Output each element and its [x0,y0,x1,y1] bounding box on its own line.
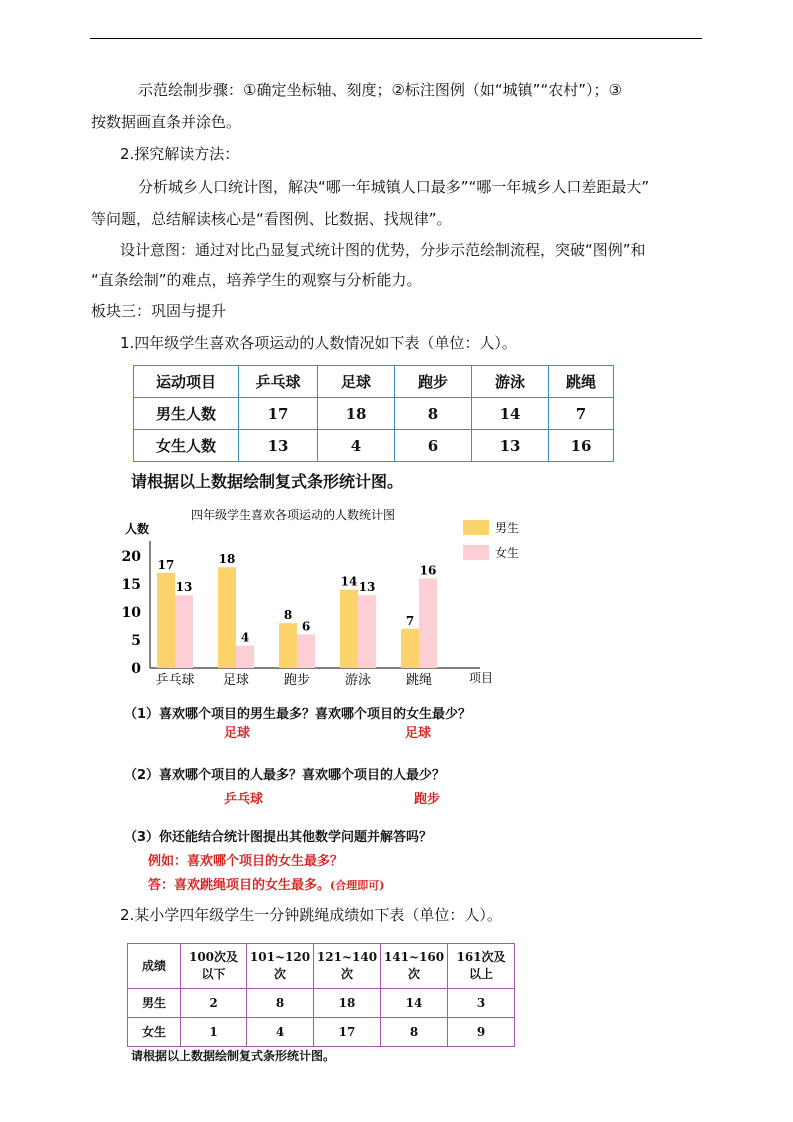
x-tick-label: 乒乓球 [155,673,195,688]
data-label: 8 [283,608,293,623]
y-tick-label: 10 [121,605,141,621]
x-axis-label: 项目 [468,671,494,685]
question-1: （1）喜欢哪个项目的男生最多？喜欢哪个项目的女生最少？ [124,707,472,722]
y-tick-label: 5 [131,633,141,649]
bar [279,623,297,668]
table-cell: 8 [381,1018,448,1047]
table-cell: 3 [448,989,515,1018]
table-row [134,430,614,462]
paragraph-steps-line1: 示范绘制步骤：①确定坐标轴、刻度；②标注图例（如“城镇”“农村”）；③ [138,81,622,99]
data-label: 18 [218,552,236,567]
table-cell: 4 [247,1018,314,1047]
table-header-cell: 足球 [318,366,395,398]
answer-1b: 足球 [405,726,432,741]
bar [175,595,193,668]
table-cell: 17 [239,398,318,430]
table-header-cell: 游泳 [472,366,549,398]
x-tick-label: 跑步 [283,673,311,688]
answer-3-text: 答：喜欢跳绳项目的女生最多。 [148,878,331,893]
data-label: 13 [175,580,193,595]
table-cell: 女生人数 [134,430,239,462]
sports-bar-chart [115,503,535,695]
table-cell: 14 [381,989,448,1018]
answer-3-question: 例如：喜欢哪个项目的女生最多？ [148,854,344,869]
bar [401,629,419,668]
chart-instruction: 请根据以上数据绘制复式条形统计图。 [131,472,404,491]
bar [419,578,437,668]
bar [340,590,358,668]
bar [236,646,254,668]
paragraph-analysis-line2: 等问题，总结解读核心是“看图例、比数据、找规律”。 [91,210,452,228]
question-3: （3）你还能结合统计图提出其他数学问题并解答吗？ [124,830,433,845]
table-cell: 13 [472,430,549,462]
table-cell: 1 [181,1018,247,1047]
table-cell: 7 [549,398,614,430]
table-header-cell: 121~140 次 [314,944,381,989]
y-axis-label: 人数 [124,522,150,536]
chart-title: 四年级学生喜欢各项运动的人数统计图 [190,508,396,522]
table-row [128,1018,515,1047]
section-heading: 板块三：巩固与提升 [91,302,227,320]
legend-swatch [463,545,489,560]
bar [218,567,236,668]
bar [297,634,315,668]
table-cell: 女生 [128,1018,181,1047]
table-header-cell: 跑步 [395,366,472,398]
legend-label: 女生 [495,546,520,560]
table-cell: 18 [314,989,381,1018]
table-header-cell: 101~120 次 [247,944,314,989]
table-header-cell: 乒乓球 [239,366,318,398]
chart-instruction-2: 请根据以上数据绘制复式条形统计图。 [131,1049,336,1063]
question-2: （2）喜欢哪个项目的人最多？喜欢哪个项目的人最少？ [124,768,446,783]
paragraph-explore-heading: 2.探究解读方法： [120,145,240,163]
table-cell: 4 [318,430,395,462]
y-tick-label: 0 [131,661,141,677]
legend-swatch [463,520,489,535]
data-label: 6 [301,619,311,634]
y-tick-label: 20 [121,549,141,565]
table-row [128,944,515,989]
table-cell: 13 [239,430,318,462]
data-label: 7 [405,613,415,628]
table-header-cell: 141~160 次 [381,944,448,989]
rope-skipping-table [127,943,515,1047]
y-tick-label: 15 [121,577,141,593]
data-label: 16 [419,563,437,578]
data-label: 13 [358,580,376,595]
paragraph-design-line2: “直条绘制”的难点，培养学生的观察与分析能力。 [91,271,422,289]
header-rule [90,38,702,39]
table-header-cell: 161次及 以上 [448,944,515,989]
table-cell: 16 [549,430,614,462]
table-cell: 男生人数 [134,398,239,430]
sports-table [133,365,614,462]
table-cell: 8 [247,989,314,1018]
exercise-1-prompt: 1.四年级学生喜欢各项运动的人数情况如下表（单位：人）。 [120,334,517,352]
exercise-2-prompt: 2.某小学四年级学生一分钟跳绳成绩如下表（单位：人）。 [120,906,502,924]
table-header-cell: 成绩 [128,944,181,989]
answer-3-answer [148,874,384,893]
table-row [134,366,614,398]
table-cell: 17 [314,1018,381,1047]
data-label: 4 [240,630,250,645]
table-cell: 14 [472,398,549,430]
answer-2b: 跑步 [414,792,441,807]
table-header-cell: 运动项目 [134,366,239,398]
answer-1a: 足球 [224,726,251,741]
table-row [128,989,515,1018]
table-cell: 8 [395,398,472,430]
x-tick-label: 跳绳 [405,673,433,688]
bar [157,573,175,668]
table-cell: 6 [395,430,472,462]
data-label: 14 [340,574,358,589]
paragraph-steps-line2: 按数据画直条并涂色。 [91,113,242,131]
table-cell: 18 [318,398,395,430]
paragraph-design-line1: 设计意图：通过对比凸显复式统计图的优势，分步示范绘制流程，突破“图例”和 [120,241,646,259]
answer-3-note: (合理即可) [330,879,385,892]
table-cell: 2 [181,989,247,1018]
table-row [134,398,614,430]
x-tick-label: 足球 [222,673,250,688]
table-header-cell: 100次及 以下 [181,944,247,989]
table-cell: 男生 [128,989,181,1018]
table-header-cell: 跳绳 [549,366,614,398]
data-label: 17 [157,557,175,572]
paragraph-analysis-line1: 分析城乡人口统计图，解决“哪一年城镇人口最多”“哪一年城乡人口差距最大” [138,178,650,196]
bar [358,595,376,668]
table-cell: 9 [448,1018,515,1047]
answer-2a: 乒乓球 [224,792,264,807]
x-tick-label: 游泳 [344,673,372,688]
legend-label: 男生 [495,521,520,535]
